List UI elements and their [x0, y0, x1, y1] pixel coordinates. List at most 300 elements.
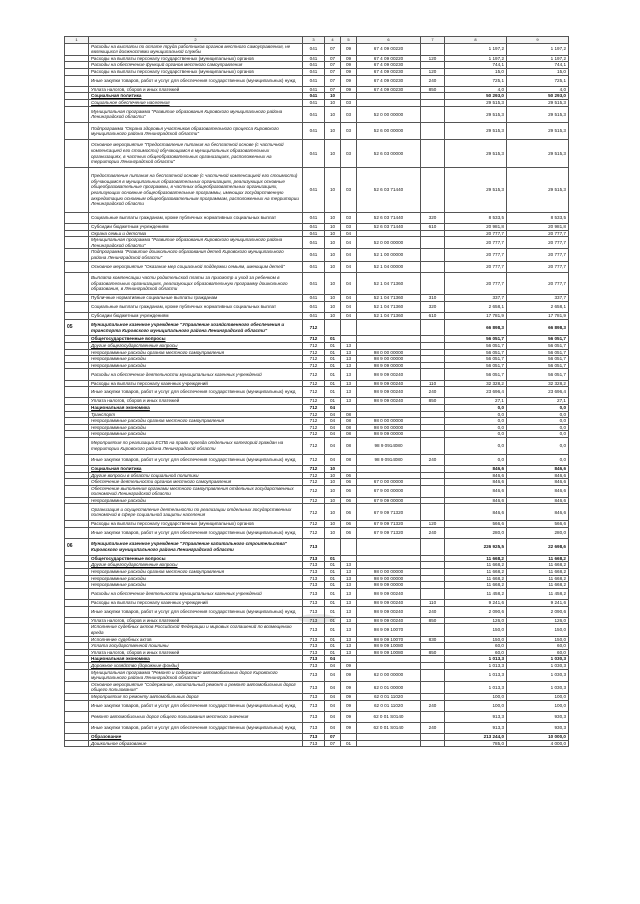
- row-number: [65, 106, 89, 123]
- row-subsection: 03: [341, 212, 357, 223]
- row-sum-year1: 0,0: [445, 411, 507, 418]
- row-sum-year2: 11 668,2: [507, 562, 569, 569]
- row-expense-type: [421, 669, 445, 681]
- row-target-article: 52 1 04 00000: [357, 261, 421, 272]
- row-target-article: 67 9 09 71320: [357, 504, 421, 521]
- row-sum-year2: 11 458,2: [507, 588, 569, 599]
- row-expense-type: [421, 62, 445, 69]
- row-subsection: 13: [341, 643, 357, 650]
- row-number: [65, 249, 89, 261]
- row-name: Расходы на выплаты персоналу казенных учреждений: [89, 600, 303, 607]
- table-row: [65, 343, 569, 350]
- row-grbs: 713: [303, 539, 325, 556]
- table-row: [65, 99, 569, 106]
- row-expense-type: [421, 369, 445, 380]
- row-number: [65, 711, 89, 722]
- header-cell: 3: [303, 37, 325, 44]
- table-row: [65, 700, 569, 711]
- row-subsection: 04: [341, 313, 357, 320]
- row-name: Обеспечение выполнения органами местного самоуправления отдельных государственных полномочий Ленинградской области: [89, 485, 303, 497]
- row-sum-year2: 50 293,0: [507, 93, 569, 100]
- row-target-article: 98 9 09 00240: [357, 387, 421, 398]
- row-target-article: [357, 465, 421, 472]
- row-grbs: 712: [303, 527, 325, 538]
- row-expense-type: 610: [421, 313, 445, 320]
- row-subsection: 09: [341, 722, 357, 733]
- row-number: 06: [65, 539, 89, 556]
- table-row: [65, 249, 569, 261]
- row-sum-year2: 1 197,2: [507, 55, 569, 62]
- row-grbs: 712: [303, 431, 325, 438]
- table-row: [65, 740, 569, 747]
- row-section: 04: [325, 411, 341, 418]
- row-target-article: 98 9 09 00240: [357, 617, 421, 624]
- row-subsection: [341, 465, 357, 472]
- table-row: [65, 624, 569, 636]
- row-sum-year1: 1 013,3: [445, 669, 507, 681]
- row-number: [65, 411, 89, 418]
- row-expense-type: [421, 356, 445, 363]
- table-row: [65, 295, 569, 302]
- row-target-article: 52 0 00 00000: [357, 106, 421, 123]
- row-target-article: 98 9 09 00240: [357, 380, 421, 387]
- row-sum-year1: 2 090,6: [445, 606, 507, 617]
- row-number: [65, 521, 89, 528]
- row-subsection: 06: [341, 472, 357, 479]
- row-name: Охрана семьи и детства: [89, 230, 303, 237]
- table-row: [65, 106, 569, 123]
- row-sum-year1: 744,1: [445, 62, 507, 69]
- row-subsection: 04: [341, 230, 357, 237]
- row-grbs: 713: [303, 656, 325, 663]
- row-subsection: 13: [341, 398, 357, 405]
- row-section: 10: [325, 168, 341, 213]
- row-subsection: [341, 555, 357, 562]
- row-subsection: 13: [341, 387, 357, 398]
- row-grbs: 041: [303, 68, 325, 75]
- row-grbs: 713: [303, 711, 325, 722]
- row-expense-type: [421, 272, 445, 294]
- table-row: [65, 649, 569, 656]
- row-grbs: 041: [303, 224, 325, 231]
- table-row: [65, 539, 569, 556]
- row-sum-year1: 60,0: [445, 643, 507, 650]
- table-row: [65, 168, 569, 213]
- row-subsection: 06: [341, 521, 357, 528]
- row-section: 04: [325, 437, 341, 454]
- table-row: [65, 693, 569, 700]
- row-sum-year1: 23 696,4: [445, 387, 507, 398]
- row-sum-year1: 846,6: [445, 504, 507, 521]
- row-section: 04: [325, 700, 341, 711]
- row-sum-year1: 29 515,3: [445, 106, 507, 123]
- table-row: [65, 617, 569, 624]
- row-section: 04: [325, 662, 341, 669]
- header-cell: 7: [421, 37, 445, 44]
- row-target-article: [357, 319, 421, 336]
- row-target-article: 62 0 01 00000: [357, 681, 421, 693]
- row-name: Мероприятия по реализации ЕСПБ на право проезда отдельных категорий граждан на территории Кировского района Ленинградской области: [89, 437, 303, 454]
- row-grbs: 041: [303, 212, 325, 223]
- row-number: [65, 681, 89, 693]
- table-row: [65, 62, 569, 69]
- row-name: Расходы на выплаты персоналу государственных (муниципальных) органов: [89, 521, 303, 528]
- row-expense-type: [421, 437, 445, 454]
- row-sum-year2: 0,0: [507, 418, 569, 425]
- row-name: Образование: [89, 734, 303, 741]
- row-section: 10: [325, 93, 341, 100]
- row-sum-year2: 20 777,7: [507, 237, 569, 249]
- table-row: [65, 411, 569, 418]
- row-sum-year1: 0,0: [445, 404, 507, 411]
- row-target-article: 98 0 00 00000: [357, 349, 421, 356]
- table-row: [65, 454, 569, 465]
- table-row: [65, 380, 569, 387]
- table-row: [65, 600, 569, 607]
- row-subsection: 01: [341, 740, 357, 747]
- row-sum-year1: 0,0: [445, 454, 507, 465]
- row-subsection: [341, 734, 357, 741]
- row-name: Обеспечение деятельности органов местного самоуправления: [89, 479, 303, 486]
- row-expense-type: [421, 588, 445, 599]
- row-section: 01: [325, 588, 341, 599]
- row-grbs: 712: [303, 380, 325, 387]
- row-target-article: 98 9 09 10080: [357, 643, 421, 650]
- table-row: [65, 479, 569, 486]
- table-row: [65, 212, 569, 223]
- row-sum-year1: 15,0: [445, 68, 507, 75]
- row-name: Предоставление питания на бесплатной основе (с частичной компенсацией его стоимости) обучающимся в муниципальных образовательных организациях, реализующих основные общеобразовательные программы, в частных общеобразовательных организациях, реализующих основные общеобразовательные программы, имеющих государственную аккредитацию основным общеобразовательным программам, расположенных на территории Ленинградской области: [89, 168, 303, 213]
- row-subsection: 03: [341, 106, 357, 123]
- row-target-article: 52 1 00 00000: [357, 249, 421, 261]
- row-target-article: 52 0 00 00000: [357, 237, 421, 249]
- row-expense-type: [421, 168, 445, 213]
- row-number: [65, 662, 89, 669]
- row-grbs: 041: [303, 93, 325, 100]
- row-number: [65, 43, 89, 55]
- header-cell: 2: [89, 37, 303, 44]
- row-subsection: 04: [341, 272, 357, 294]
- row-target-article: 52 6 00 00000: [357, 123, 421, 140]
- row-name: Социальная политика: [89, 93, 303, 100]
- row-section: 10: [325, 485, 341, 497]
- row-section: 10: [325, 261, 341, 272]
- row-subsection: 13: [341, 606, 357, 617]
- row-subsection: 13: [341, 575, 357, 582]
- row-sum-year1: 846,6: [445, 485, 507, 497]
- row-section: 01: [325, 398, 341, 405]
- row-grbs: 712: [303, 362, 325, 369]
- row-sum-year1: 29 515,3: [445, 168, 507, 213]
- row-expense-type: [421, 261, 445, 272]
- row-number: [65, 569, 89, 576]
- row-target-article: 52 6 03 71440: [357, 224, 421, 231]
- row-sum-year2: 846,6: [507, 485, 569, 497]
- row-grbs: 041: [303, 249, 325, 261]
- row-sum-year2: 2 658,1: [507, 301, 569, 312]
- row-expense-type: [421, 237, 445, 249]
- row-target-article: [357, 555, 421, 562]
- row-number: [65, 123, 89, 140]
- table-row: [65, 404, 569, 411]
- row-grbs: 712: [303, 479, 325, 486]
- header-cell: 6: [357, 37, 421, 44]
- row-name: Исполнение судебных актов Российской Федерации и мировых соглашений по возмещению вреда: [89, 624, 303, 636]
- row-number: [65, 624, 89, 636]
- table-row: [65, 504, 569, 521]
- row-expense-type: [421, 711, 445, 722]
- row-section: 01: [325, 575, 341, 582]
- row-section: 04: [325, 656, 341, 663]
- row-sum-year2: 1 030,3: [507, 681, 569, 693]
- row-section: 04: [325, 454, 341, 465]
- row-number: [65, 656, 89, 663]
- row-section: 07: [325, 75, 341, 86]
- row-name: Уплата налогов, сборов и иных платежей: [89, 86, 303, 93]
- row-sum-year1: 32 328,2: [445, 380, 507, 387]
- row-sum-year2: 4 000,0: [507, 740, 569, 747]
- row-number: [65, 582, 89, 589]
- row-target-article: 67 4 09 00220: [357, 55, 421, 62]
- row-grbs: 712: [303, 485, 325, 497]
- header-cell: 9: [507, 37, 569, 44]
- row-sum-year1: 8 533,5: [445, 212, 507, 223]
- row-number: [65, 588, 89, 599]
- table-row: [65, 75, 569, 86]
- table-row: [65, 575, 569, 582]
- row-sum-year2: 100,0: [507, 700, 569, 711]
- row-target-article: [357, 562, 421, 569]
- row-name: Иные закупки товаров, работ и услуг для обеспечения государственных (муниципальных) нужд: [89, 75, 303, 86]
- row-number: [65, 404, 89, 411]
- row-name: Публичные нормативные социальные выплаты гражданам: [89, 295, 303, 302]
- row-section: 10: [325, 497, 341, 504]
- table-row: [65, 497, 569, 504]
- table-row: [65, 734, 569, 741]
- row-sum-year1: 27,1: [445, 398, 507, 405]
- row-target-article: 98 9 09 00240: [357, 588, 421, 599]
- row-number: [65, 237, 89, 249]
- row-target-article: 98 9 09 00240: [357, 369, 421, 380]
- row-sum-year1: 337,7: [445, 295, 507, 302]
- row-name: Расходы на выплаты персоналу государственных (муниципальных) органов: [89, 68, 303, 75]
- row-section: 01: [325, 606, 341, 617]
- row-name: Общегосударственные вопросы: [89, 555, 303, 562]
- row-subsection: 03: [341, 168, 357, 213]
- row-target-article: 98 9 0914080: [357, 454, 421, 465]
- row-section: [325, 539, 341, 556]
- row-expense-type: 240: [421, 700, 445, 711]
- row-sum-year2: 10 000,0: [507, 734, 569, 741]
- row-subsection: 08: [341, 424, 357, 431]
- row-section: 07: [325, 55, 341, 62]
- table-row: [65, 356, 569, 363]
- row-subsection: [341, 656, 357, 663]
- row-target-article: 52 1 04 71360: [357, 272, 421, 294]
- row-grbs: 041: [303, 106, 325, 123]
- row-section: 01: [325, 636, 341, 643]
- row-expense-type: [421, 740, 445, 747]
- row-subsection: 13: [341, 356, 357, 363]
- row-grbs: 712: [303, 411, 325, 418]
- row-name: Другие вопросы в области социальной политики: [89, 472, 303, 479]
- row-number: [65, 369, 89, 380]
- row-grbs: 712: [303, 472, 325, 479]
- row-expense-type: [421, 424, 445, 431]
- row-sum-year1: 50 293,0: [445, 93, 507, 100]
- row-section: 07: [325, 68, 341, 75]
- row-sum-year2: 20 777,7: [507, 272, 569, 294]
- row-subsection: 03: [341, 123, 357, 140]
- row-grbs: 041: [303, 261, 325, 272]
- row-name: Муниципальная программа "Ремонт и содержание автомобильных дорог Кировского муниципального района Ленинградской области": [89, 669, 303, 681]
- row-sum-year1: 56 051,7: [445, 356, 507, 363]
- row-sum-year1: 20 777,7: [445, 272, 507, 294]
- row-expense-type: 240: [421, 606, 445, 617]
- row-sum-year1: 846,6: [445, 465, 507, 472]
- row-target-article: [357, 230, 421, 237]
- row-expense-type: [421, 662, 445, 669]
- row-sum-year1: 29 515,3: [445, 140, 507, 168]
- row-sum-year2: 11 668,2: [507, 582, 569, 589]
- row-number: [65, 606, 89, 617]
- row-target-article: [357, 343, 421, 350]
- row-number: [65, 418, 89, 425]
- row-sum-year1: 100,0: [445, 693, 507, 700]
- row-number: [65, 362, 89, 369]
- row-name: Основное мероприятие "Содержание, капитальный ремонт и ремонт автомобильных дорог общего пользования": [89, 681, 303, 693]
- row-number: [65, 643, 89, 650]
- row-subsection: 09: [341, 662, 357, 669]
- row-target-article: [357, 411, 421, 418]
- row-subsection: 13: [341, 569, 357, 576]
- table-row: [65, 68, 569, 75]
- row-name: Социальные выплаты гражданам, кроме публичных нормативных социальных выплат: [89, 301, 303, 312]
- row-grbs: 041: [303, 123, 325, 140]
- header-cell: 8: [445, 37, 507, 44]
- row-section: 01: [325, 336, 341, 343]
- table-row: [65, 662, 569, 669]
- row-name: Расходы на обеспечение функций органов местного самоуправления: [89, 62, 303, 69]
- row-target-article: 62 0 01 S0140: [357, 711, 421, 722]
- table-row: [65, 555, 569, 562]
- row-number: [65, 168, 89, 213]
- row-number: [65, 62, 89, 69]
- row-name: Уплата налогов, сборов и иных платежей: [89, 649, 303, 656]
- row-sum-year2: 56 051,7: [507, 349, 569, 356]
- row-expense-type: 850: [421, 617, 445, 624]
- row-sum-year1: 0,0: [445, 431, 507, 438]
- table-row: [65, 301, 569, 312]
- row-sum-year2: 100,0: [507, 693, 569, 700]
- row-expense-type: 610: [421, 224, 445, 231]
- row-sum-year1: 20 981,8: [445, 224, 507, 231]
- row-name: Общегосударственные вопросы: [89, 336, 303, 343]
- row-number: [65, 693, 89, 700]
- row-sum-year2: 56 051,7: [507, 356, 569, 363]
- row-target-article: [357, 404, 421, 411]
- row-sum-year2: 150,0: [507, 624, 569, 636]
- header-cell: 1: [65, 37, 89, 44]
- row-name: Подпрограмма "Развитие дошкольного образования детей Кировского муниципального района Ленинградской области": [89, 249, 303, 261]
- row-grbs: 713: [303, 575, 325, 582]
- row-number: [65, 504, 89, 521]
- row-subsection: 09: [341, 86, 357, 93]
- row-number: [65, 636, 89, 643]
- row-name: Иные закупки товаров, работ и услуг для обеспечения государственных (муниципальных) нужд: [89, 454, 303, 465]
- row-grbs: 713: [303, 722, 325, 733]
- row-grbs: 041: [303, 62, 325, 69]
- row-number: [65, 562, 89, 569]
- row-sum-year2: 1 030,3: [507, 656, 569, 663]
- row-number: [65, 527, 89, 538]
- row-sum-year1: 29 515,3: [445, 123, 507, 140]
- row-sum-year2: 846,6: [507, 472, 569, 479]
- row-section: 07: [325, 62, 341, 69]
- row-sum-year1: 846,6: [445, 497, 507, 504]
- row-sum-year2: 56 051,7: [507, 369, 569, 380]
- row-section: 10: [325, 301, 341, 312]
- row-target-article: 98 9 09 00000: [357, 582, 421, 589]
- table-row: [65, 224, 569, 231]
- row-name: Иные закупки товаров, работ и услуг для обеспечения государственных (муниципальных) нужд: [89, 722, 303, 733]
- row-name: Дорожное хозяйство (дорожные фонды): [89, 662, 303, 669]
- row-expense-type: [421, 230, 445, 237]
- row-target-article: 52 1 04 71360: [357, 301, 421, 312]
- row-number: [65, 224, 89, 231]
- row-number: [65, 700, 89, 711]
- row-subsection: 06: [341, 485, 357, 497]
- row-number: [65, 669, 89, 681]
- row-section: 01: [325, 362, 341, 369]
- row-target-article: [357, 93, 421, 100]
- row-subsection: [341, 93, 357, 100]
- row-grbs: 713: [303, 555, 325, 562]
- row-sum-year2: 56 051,7: [507, 362, 569, 369]
- row-grbs: 712: [303, 319, 325, 336]
- row-sum-year2: 0,0: [507, 431, 569, 438]
- row-target-article: 62 0 01 S0140: [357, 722, 421, 733]
- row-target-article: 98 9 00 00000: [357, 356, 421, 363]
- row-subsection: 08: [341, 454, 357, 465]
- table-row: [65, 582, 569, 589]
- row-name: Уплата государственной пошлины: [89, 643, 303, 650]
- row-sum-year1: 1 013,3: [445, 681, 507, 693]
- row-expense-type: 110: [421, 380, 445, 387]
- row-target-article: 67 9 00 00000: [357, 485, 421, 497]
- row-subsection: 09: [341, 43, 357, 55]
- row-expense-type: [421, 479, 445, 486]
- row-target-article: 98 0 00 00000: [357, 569, 421, 576]
- row-number: [65, 497, 89, 504]
- row-grbs: 041: [303, 140, 325, 168]
- row-grbs: 712: [303, 521, 325, 528]
- row-name: Непрограммные расходы: [89, 424, 303, 431]
- row-subsection: 13: [341, 343, 357, 350]
- row-grbs: 041: [303, 86, 325, 93]
- row-number: [65, 398, 89, 405]
- row-sum-year1: 60,0: [445, 649, 507, 656]
- row-sum-year1: 846,6: [445, 472, 507, 479]
- row-expense-type: [421, 411, 445, 418]
- row-expense-type: [421, 99, 445, 106]
- row-sum-year2: 4,0: [507, 86, 569, 93]
- row-grbs: 713: [303, 734, 325, 741]
- table-row: [65, 485, 569, 497]
- row-sum-year1: 100,0: [445, 700, 507, 711]
- row-name: Национальная экономика: [89, 656, 303, 663]
- row-section: 10: [325, 230, 341, 237]
